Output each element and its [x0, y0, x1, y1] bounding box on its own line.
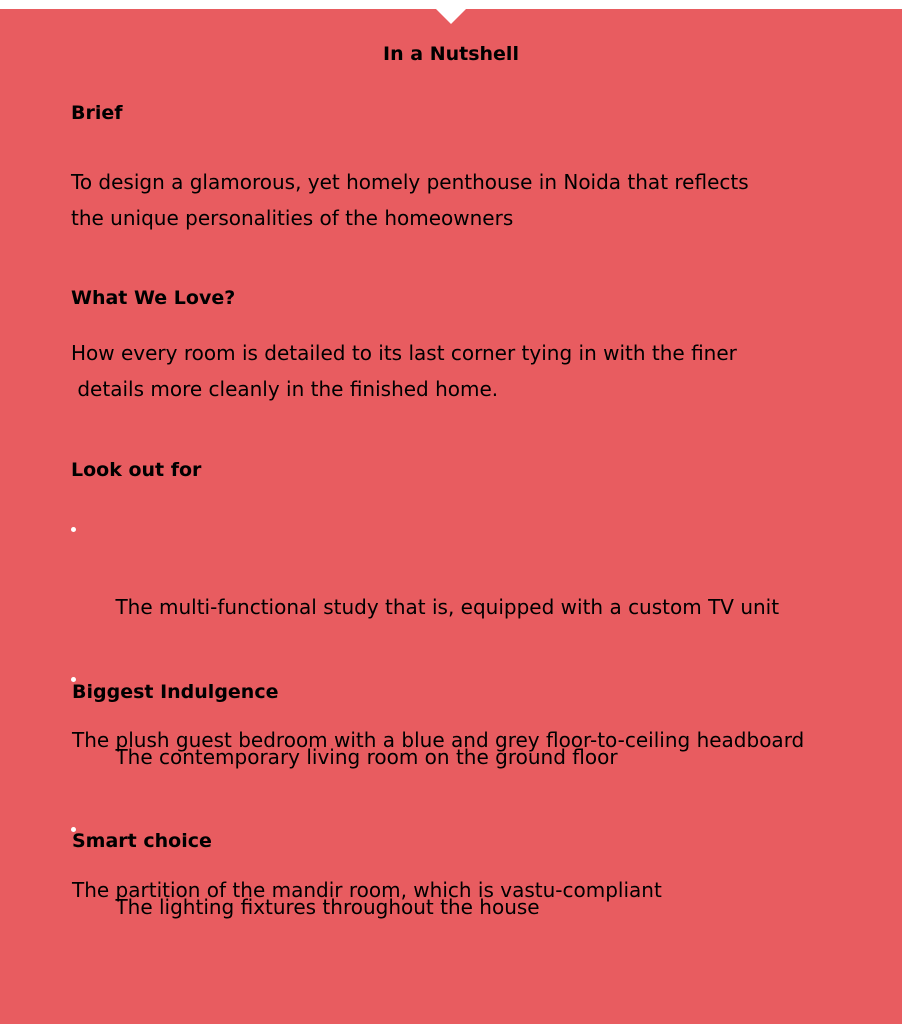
- indulgence-text: The plush guest bedroom with a blue and grey floor-to-ceiling headboard: [72, 728, 805, 752]
- list-item-text: The contemporary living room on the ground floor: [115, 745, 618, 769]
- love-line-1: How every room is detailed to its last corner tying in with the finer: [71, 341, 737, 365]
- notch-pointer: [436, 9, 466, 24]
- section-title: In a Nutshell: [383, 43, 519, 65]
- list-item: [70, 514, 779, 664]
- brief-line-2: the unique personalities of the homeowners: [71, 206, 514, 230]
- bullet-icon: [71, 527, 76, 532]
- brief-line-1: To design a glamorous, yet homely penthouse in Noida that reflects: [71, 170, 749, 194]
- smart-text: The partition of the mandir room, which is vastu-compliant: [72, 878, 662, 902]
- lookout-heading: Look out for: [71, 459, 202, 481]
- smart-heading: Smart choice: [72, 830, 212, 852]
- love-heading: What We Love?: [71, 287, 236, 309]
- indulgence-heading: Biggest Indulgence: [72, 681, 279, 703]
- love-line-2: details more cleanly in the finished home.: [71, 377, 499, 401]
- top-strip: [0, 0, 902, 9]
- brief-heading: Brief: [71, 102, 123, 124]
- list-item-text: The multi-functional study that is, equipped with a custom TV unit: [115, 595, 780, 619]
- list-item-text: The lighting fixtures throughout the house: [115, 895, 540, 919]
